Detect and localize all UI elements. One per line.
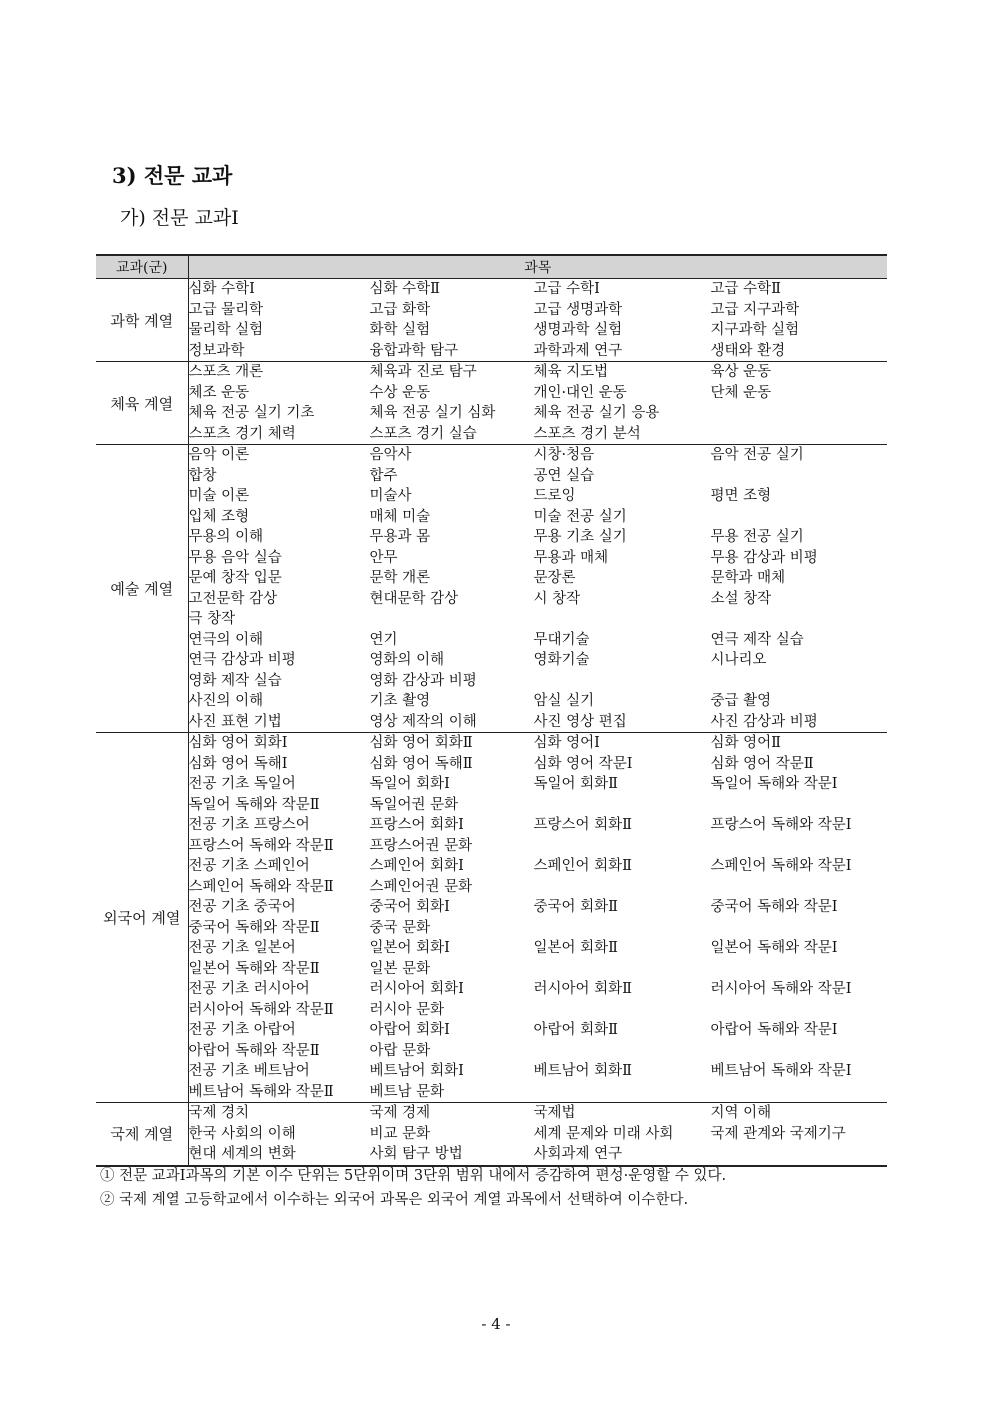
- subject-cell: 화학 실험: [369, 322, 431, 338]
- subject-cell: 스포츠 경기 실습: [369, 425, 477, 442]
- subject-cell: 심화 영어 독해Ⅰ: [188, 755, 288, 772]
- subject-cell: 고급 지구과학: [710, 301, 800, 318]
- subject-table: [96, 254, 887, 1167]
- notes: [100, 1164, 726, 1212]
- subject-cell: 스포츠 경기 체력: [188, 425, 296, 442]
- subject-cell: 시나리오: [710, 652, 767, 668]
- subject-cell: 체육 지도법: [533, 364, 609, 380]
- subject-cell: 일본어 독해와 작문Ⅰ: [710, 940, 838, 956]
- subject-line: [189, 1000, 888, 1021]
- subject-cell: 전공 기초 프랑스어: [188, 817, 310, 833]
- subject-cell: 베트남어 독해와 작문Ⅱ: [188, 1083, 334, 1100]
- subject-cell: 아랍어 회화Ⅰ: [369, 1022, 450, 1038]
- subject-cell: 문학과 매체: [710, 570, 786, 586]
- subject-line: [189, 403, 888, 424]
- subject-cell: 심화 영어 작문Ⅱ: [710, 755, 814, 772]
- subject-cell: 프랑스어 독해와 작문Ⅱ: [188, 837, 334, 854]
- subject-cell: 무용의 이해: [188, 529, 264, 545]
- subject-line: [189, 424, 888, 445]
- subject-cell: 입체 조형: [188, 508, 250, 525]
- subject-line: [189, 1020, 888, 1041]
- subsection-title: 가) 전문 교과Ⅰ: [120, 207, 239, 229]
- subject-cell: 사회과제 연구: [533, 1146, 623, 1162]
- subject-cell: 전공 기초 베트남어: [188, 1063, 310, 1079]
- subject-cell: 매체 미술: [369, 508, 431, 525]
- subject-cell: 문장론: [533, 570, 576, 586]
- subject-cell: 체육 전공 실기 심화: [369, 405, 496, 421]
- subject-cell: 스페인어권 문화: [369, 878, 473, 895]
- subject-cell: 단체 운동: [710, 384, 772, 401]
- subject-cell: 일본어 회화Ⅰ: [369, 940, 450, 956]
- subject-line: [189, 466, 888, 487]
- subject-cell: 중국어 회화Ⅱ: [533, 899, 618, 915]
- subject-cell: 지역 이해: [710, 1105, 772, 1121]
- subject-cell: 현대문학 감상: [369, 590, 459, 607]
- subject-cell: 사진의 이해: [188, 693, 264, 709]
- group-name: 예술 계열: [96, 445, 188, 733]
- subject-cell: 독일어 회화Ⅱ: [533, 776, 618, 792]
- subject-line: [189, 300, 888, 321]
- subject-cell: 지구과학 실험: [710, 322, 800, 338]
- subject-cell: 체육과 진로 탐구: [369, 364, 477, 380]
- subject-cell: 음악사: [369, 447, 412, 463]
- subject-cell: 무용과 몸: [369, 529, 431, 545]
- subject-cell: 드로잉: [533, 488, 576, 504]
- subject-cell: 심화 영어 작문Ⅰ: [533, 755, 633, 772]
- subject-cell: 스페인어 독해와 작문Ⅱ: [188, 878, 334, 895]
- subject-cell: 현대 세계의 변화: [188, 1146, 296, 1162]
- subject-cell: 영화 제작 실습: [188, 672, 282, 689]
- subject-cell: 심화 영어Ⅰ: [533, 735, 600, 751]
- subject-cell: 러시아어 독해와 작문Ⅱ: [188, 1001, 334, 1018]
- subject-cell: 사회 탐구 방법: [369, 1146, 463, 1162]
- subject-cell: 심화 수학Ⅰ: [188, 281, 255, 297]
- subject-cell: 스포츠 경기 분석: [533, 425, 641, 442]
- subject-cell: 심화 수학Ⅱ: [369, 281, 440, 297]
- note-1: ① 전문 교과Ⅰ과목의 기본 이수 단위는 5단위이며 3단위 범위 내에서 증감하여 편성·운영할 수 있다.: [100, 1168, 727, 1184]
- subject-cell: 독일어 독해와 작문Ⅰ: [710, 776, 838, 792]
- subject-cell: 독일어 회화Ⅰ: [369, 776, 450, 792]
- subject-cell: 미술 이론: [188, 488, 250, 504]
- subject-cell: 문학 개론: [369, 570, 431, 586]
- subject-cell: 미술사: [369, 488, 412, 504]
- group-row: [96, 362, 887, 445]
- subject-cell: 심화 영어 회화Ⅰ: [188, 735, 288, 751]
- subject-cell: 공연 실습: [533, 467, 595, 484]
- subject-cell: 무용 감상과 비평: [710, 549, 818, 566]
- subject-line: [189, 320, 888, 341]
- subject-cell: 무용 전공 실기: [710, 529, 804, 545]
- subject-cell: 고급 수학Ⅰ: [533, 281, 600, 297]
- subject-line: [189, 712, 888, 733]
- subject-line: [189, 733, 888, 754]
- subject-cell: 아랍어 회화Ⅱ: [533, 1022, 618, 1038]
- subject-line: [189, 1061, 888, 1082]
- subject-cell: 무용과 매체: [533, 549, 609, 566]
- subject-cell: 러시아어 독해와 작문Ⅰ: [710, 981, 852, 997]
- subject-line: [189, 1103, 888, 1124]
- subject-cell: 비교 문화: [369, 1125, 431, 1142]
- subject-line: [189, 589, 888, 610]
- header-group: 교과(군): [96, 255, 188, 279]
- subject-line: [189, 486, 888, 507]
- subject-cell: 아랍어 독해와 작문Ⅱ: [188, 1042, 320, 1059]
- subject-cell: 전공 기초 중국어: [188, 899, 296, 915]
- subject-cell: 중국어 독해와 작문Ⅱ: [188, 919, 320, 936]
- subject-cell: 독일어권 문화: [369, 796, 459, 813]
- subject-cell: 중급 촬영: [710, 693, 772, 709]
- subject-cell: 러시아어 회화Ⅰ: [369, 981, 464, 997]
- table-body: [96, 279, 887, 1166]
- subject-cell: 전공 기초 독일어: [188, 776, 296, 792]
- subject-line: [189, 836, 888, 857]
- subject-line: [189, 362, 888, 383]
- subject-cell: 중국어 독해와 작문Ⅰ: [710, 899, 838, 915]
- subject-cell: 고전문학 감상: [188, 590, 278, 607]
- subject-cell: 물리학 실험: [188, 322, 264, 338]
- subject-line: [189, 671, 888, 692]
- subject-cell: 수상 운동: [369, 384, 431, 401]
- subject-cell: 정보과학: [188, 342, 245, 359]
- subject-line: [189, 856, 888, 877]
- subject-cell: 베트남어 회화Ⅱ: [533, 1063, 633, 1079]
- subject-line: [189, 918, 888, 939]
- subject-cell: 국제 경제: [369, 1105, 431, 1121]
- subject-cell: 생태와 환경: [710, 342, 786, 359]
- subject-line: [189, 979, 888, 1000]
- subject-line: [189, 279, 888, 300]
- subject-cell: 고급 수학Ⅱ: [710, 281, 781, 297]
- subject-line: [189, 548, 888, 569]
- subject-cell: 시창·청음: [533, 447, 595, 463]
- header-subject: 과목: [188, 255, 887, 279]
- subject-line: [189, 527, 888, 548]
- subject-cell: 암실 실기: [533, 693, 595, 709]
- subject-line: [189, 650, 888, 671]
- note-2: ② 국제 계열 고등학교에서 이수하는 외국어 과목은 외국어 계열 과목에서 선택하여 이수한다.: [100, 1192, 689, 1208]
- subject-cell: 중국 문화: [369, 919, 431, 936]
- subject-line: [189, 897, 888, 918]
- subject-cell: 프랑스어 독해와 작문Ⅰ: [710, 817, 852, 833]
- subject-cell: 사진 표현 기법: [188, 713, 282, 730]
- subject-cell: 베트남 문화: [369, 1083, 445, 1100]
- subject-line: [189, 774, 888, 795]
- subject-cell: 심화 영어 회화Ⅱ: [369, 735, 473, 751]
- subject-cell: 일본어 독해와 작문Ⅱ: [188, 960, 320, 977]
- subject-line: [189, 507, 888, 528]
- group-name: 체육 계열: [96, 362, 188, 445]
- subject-cell: 베트남어 회화Ⅰ: [369, 1063, 464, 1079]
- subject-cell: 고급 화학: [369, 301, 431, 318]
- subject-cell: 스포츠 개론: [188, 364, 264, 380]
- subject-cell: 영상 제작의 이해: [369, 713, 477, 730]
- group-row: [96, 733, 887, 1103]
- subject-cell: 영화기술: [533, 652, 590, 668]
- page-number: - 4 -: [481, 1315, 511, 1333]
- subject-cell: 러시아어 회화Ⅱ: [533, 981, 633, 997]
- subject-cell: 심화 영어 독해Ⅱ: [369, 755, 473, 772]
- subject-cell: 사진 감상과 비평: [710, 713, 818, 730]
- subject-cell: 중국어 회화Ⅰ: [369, 899, 450, 915]
- section-title: 3) 전문 교과: [112, 163, 233, 188]
- subject-line: [189, 341, 888, 362]
- subject-line: [189, 877, 888, 898]
- subject-cell: 고급 생명과학: [533, 301, 623, 318]
- group-name: 외국어 계열: [96, 733, 188, 1103]
- subject-line: [189, 1041, 888, 1062]
- subject-line: [189, 1124, 888, 1145]
- subject-cell: 음악 전공 실기: [710, 447, 804, 463]
- subject-cell: 안무: [369, 549, 398, 566]
- subject-cell: 고급 물리학: [188, 301, 264, 318]
- subject-line: [189, 383, 888, 404]
- subject-cell: 일본 문화: [369, 960, 431, 977]
- subject-cell: 아랍 문화: [369, 1042, 431, 1059]
- subject-cell: 프랑스어권 문화: [369, 837, 473, 854]
- subject-cell: 러시아 문화: [369, 1001, 445, 1018]
- subject-cell: 베트남어 독해와 작문Ⅰ: [710, 1063, 852, 1079]
- subject-cell: 영화 감상과 비평: [369, 672, 477, 689]
- subject-cell: 과학과제 연구: [533, 342, 623, 359]
- subject-cell: 육상 운동: [710, 364, 772, 380]
- subject-line: [189, 691, 888, 712]
- subject-line: [189, 1144, 888, 1165]
- subject-cell: 한국 사회의 이해: [188, 1125, 296, 1142]
- subject-cell: 프랑스어 회화Ⅰ: [369, 817, 464, 833]
- subject-cell: 연극 제작 실습: [710, 631, 804, 648]
- subject-cell: 국제 관계와 국제기구: [710, 1125, 846, 1142]
- subject-cell: 전공 기초 일본어: [188, 940, 296, 956]
- subject-list: [188, 1103, 887, 1166]
- subject-line: [189, 938, 888, 959]
- subject-cell: 미술 전공 실기: [533, 508, 627, 525]
- subject-cell: 프랑스어 회화Ⅱ: [533, 817, 633, 833]
- subject-cell: 무용 기초 실기: [533, 529, 627, 545]
- subject-line: [189, 445, 888, 466]
- subject-cell: 체육 전공 실기 응용: [533, 405, 660, 421]
- subject-cell: 기초 촬영: [369, 693, 431, 709]
- subject-line: [189, 815, 888, 836]
- subject-cell: 전공 기초 러시아어: [188, 981, 310, 997]
- group-row: [96, 445, 887, 733]
- subject-cell: 국제법: [533, 1105, 576, 1121]
- subject-line: [189, 630, 888, 651]
- subject-cell: 영화의 이해: [369, 652, 445, 668]
- subject-cell: 문예 창작 입문: [188, 570, 282, 586]
- subject-cell: 전공 기초 아랍어: [188, 1022, 296, 1038]
- subject-line: [189, 959, 888, 980]
- subject-cell: 소설 창작: [710, 590, 772, 607]
- subject-cell: 융합과학 탐구: [369, 342, 459, 359]
- subject-cell: 평면 조형: [710, 488, 772, 504]
- subject-list: [188, 279, 887, 362]
- subject-line: [189, 1082, 888, 1103]
- subject-cell: 극 창작: [188, 611, 236, 627]
- subject-line: [189, 795, 888, 816]
- subject-cell: 사진 영상 편집: [533, 713, 627, 730]
- subject-cell: 스페인어 회화Ⅰ: [369, 858, 464, 874]
- subject-cell: 전공 기초 스페인어: [188, 858, 310, 874]
- subject-line: [189, 568, 888, 589]
- group-row: [96, 1103, 887, 1166]
- subject-cell: 체조 운동: [188, 384, 250, 401]
- group-name: 과학 계열: [96, 279, 188, 362]
- subject-cell: 독일어 독해와 작문Ⅱ: [188, 796, 320, 813]
- subject-cell: 음악 이론: [188, 447, 250, 463]
- subject-list: [188, 445, 887, 733]
- subject-cell: 시 창작: [533, 590, 581, 607]
- subject-cell: 합창: [188, 467, 217, 484]
- subject-cell: 합주: [369, 467, 398, 484]
- subject-cell: 연기: [369, 631, 398, 648]
- subject-cell: 세계 문제와 미래 사회: [533, 1125, 674, 1142]
- group-row: [96, 279, 887, 362]
- subject-cell: 연극의 이해: [188, 631, 264, 648]
- subject-list: [188, 733, 887, 1103]
- group-name: 국제 계열: [96, 1103, 188, 1166]
- subject-cell: 연극 감상과 비평: [188, 652, 296, 668]
- subject-line: [189, 754, 888, 775]
- subject-cell: 무대기술: [533, 631, 590, 648]
- subject-cell: 체육 전공 실기 기초: [188, 405, 315, 421]
- subject-cell: 무용 음악 실습: [188, 549, 282, 566]
- subject-cell: 개인·대인 운동: [533, 384, 627, 401]
- subject-cell: 일본어 회화Ⅱ: [533, 940, 618, 956]
- subject-list: [188, 362, 887, 445]
- subject-cell: 생명과학 실험: [533, 322, 623, 338]
- subject-cell: 스페인어 회화Ⅱ: [533, 858, 633, 874]
- subject-cell: 스페인어 독해와 작문Ⅰ: [710, 858, 852, 874]
- subject-cell: 국제 경치: [188, 1105, 250, 1121]
- subject-line: [189, 609, 888, 630]
- subject-cell: 심화 영어Ⅱ: [710, 735, 781, 751]
- subject-cell: 아랍어 독해와 작문Ⅰ: [710, 1022, 838, 1038]
